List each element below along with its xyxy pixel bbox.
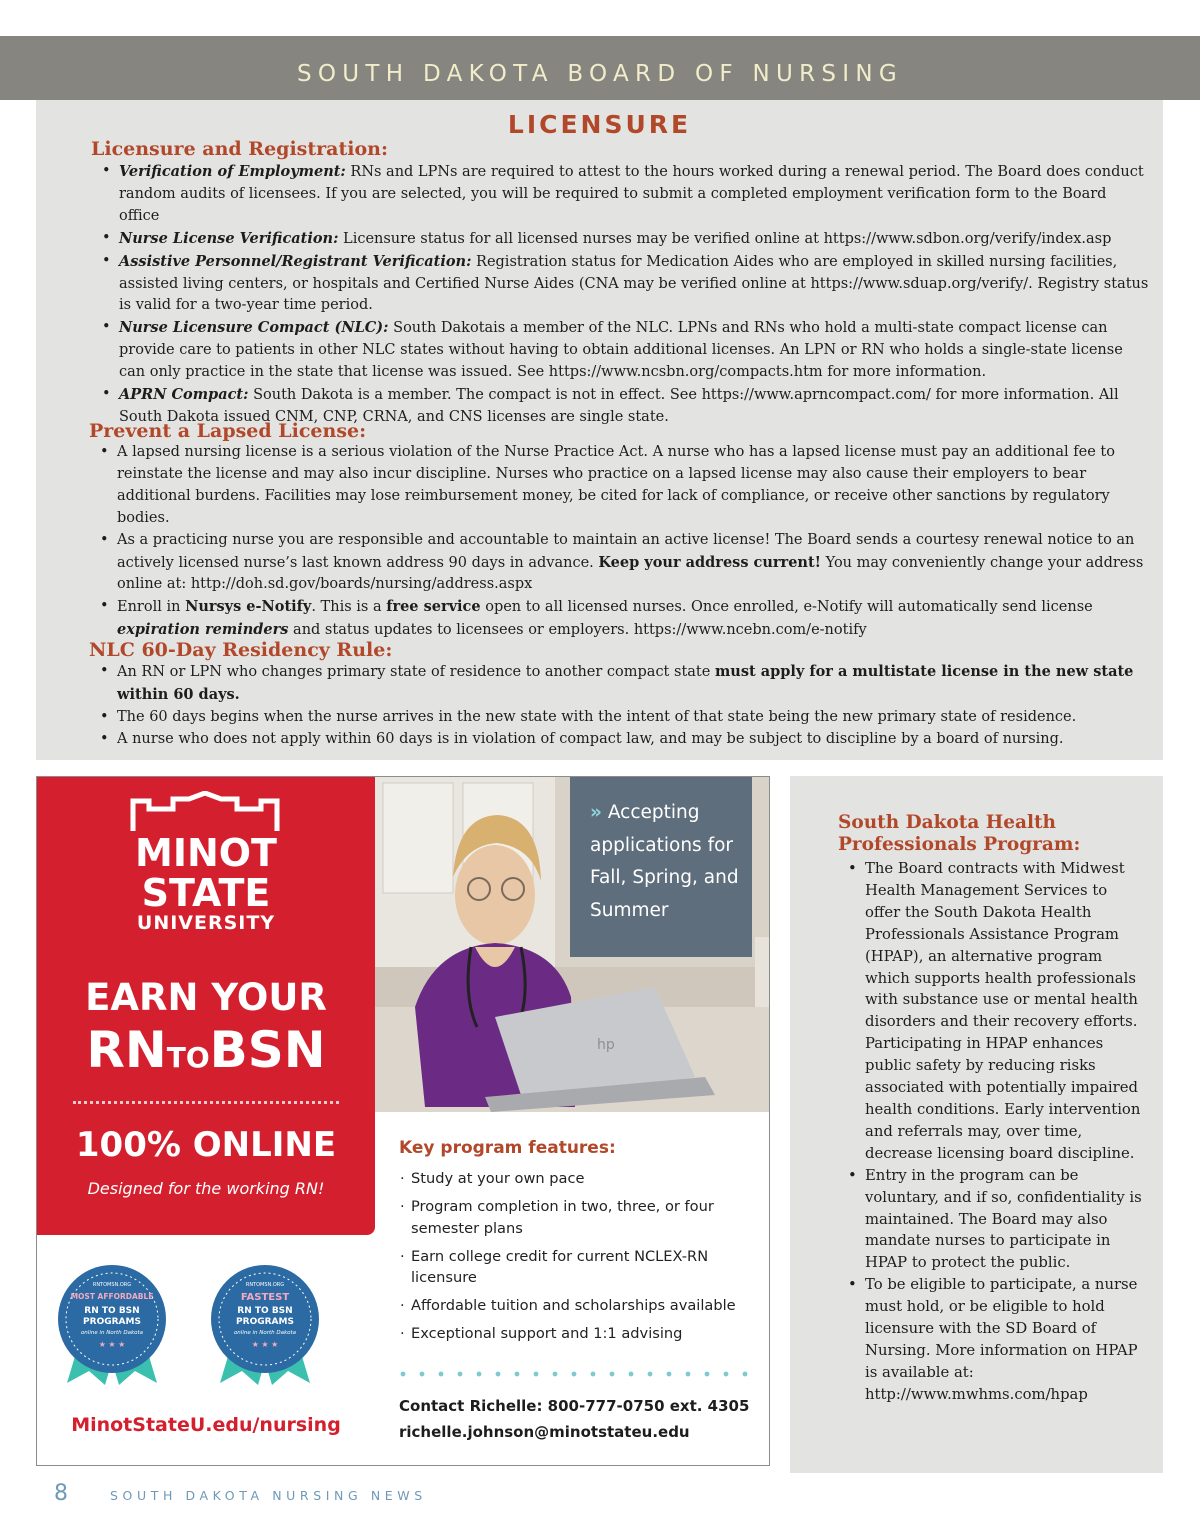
list-item: • Enroll in Nursys e-Notify. This is a free service open to all licensed nurses. Once enrolled, e-Notify will automatically send license expiration reminders and status updates to licensees or employers. https://www.ncebn.com/e-notify bbox=[117, 596, 1147, 642]
hpap-panel bbox=[790, 776, 1163, 1473]
residency-list bbox=[117, 661, 1147, 751]
star-icon: ★ ★ ★ bbox=[251, 1340, 279, 1349]
list-item: · Exceptional support and 1:1 advising bbox=[400, 1323, 762, 1345]
header-band bbox=[0, 36, 1200, 100]
lapsed-list bbox=[117, 442, 1147, 642]
svg-text:FASTEST: FASTEST bbox=[240, 1292, 290, 1303]
star-icon: ★ ★ ★ bbox=[98, 1340, 126, 1349]
list-item: • To be eligible to participate, a nurse must hold, or be eligible to hold licensure with the SD Board of Nursing. More information on HPAP is available at: http://www.mwhms.com/hpap bbox=[865, 1274, 1145, 1405]
svg-text:MOST AFFORDABLE: MOST AFFORDABLE bbox=[70, 1292, 154, 1301]
list-item: • An RN or LPN who changes primary state of residence to another compact state must apply for a multistate license in the new state within 60 days. bbox=[117, 661, 1147, 707]
logo-line-university: UNIVERSITY bbox=[136, 912, 276, 934]
nurse-photo bbox=[375, 777, 770, 1112]
list-item: • As a practicing nurse you are responsible and accountable to maintain an active license! The Board sends a courtesy renewal notice to an actively licensed nurse’s last known address 90 days in advance. Keep your address current! You may conveniently change your address online at: http://doh.sd.gov/boards/nursing/address.aspx bbox=[117, 530, 1147, 597]
university-building-icon bbox=[129, 791, 281, 835]
headline-rn-to-bsn: RNTOBSN bbox=[86, 1021, 326, 1079]
headline-earn-your: EARN YOUR bbox=[85, 976, 327, 1019]
header-band-title: SOUTH DAKOTA BOARD OF NURSING bbox=[296, 61, 904, 87]
publication-name: SOUTH DAKOTA NURSING NEWS bbox=[110, 1488, 427, 1503]
list-item: • APRN Compact: South Dakota is a member. The compact is not in effect. See https://www.aprncompact.com/ for more information. All South Dakota issued CNM, CNP, CRNA, and CNS licenses are single state. bbox=[119, 384, 1149, 429]
hpap-list bbox=[865, 858, 1145, 1406]
badge-most-affordable bbox=[57, 1265, 167, 1385]
logo-line-state: STATE bbox=[141, 871, 271, 915]
list-item: • A lapsed nursing license is a serious violation of the Nurse Practice Act. A nurse who has a lapsed license must pay an additional fee to reinstate the license and may also incur discipline. Nurses who practice on a lapsed license may also cause their employers to bear additional burdens. Facilities may lose reimbursement money, be cited for lack of compliance, or receive other sanctions by regulatory bodies. bbox=[117, 442, 1147, 530]
svg-text:RNTOMSN.ORG: RNTOMSN.ORG bbox=[92, 1282, 132, 1288]
list-item: • Assistive Personnel/Registrant Verification: Registration status for Medication Aides who are employed in skilled nursing facilities, assisted living centers, or hospitals and Certified Nurse Aides (CNA may be verified online at https://www.sduap.org/verify/. Registry status is valid for a two-year time period. bbox=[119, 251, 1149, 318]
list-item: • Verification of Employment: RNs and LPNs are required to attest to the hours worked during a renewal period. The Board does conduct random audits of licensees. If you are selected, you will be required to submit a completed employment verification form to the Board office bbox=[119, 161, 1149, 228]
online-label: 100% ONLINE bbox=[75, 1125, 337, 1165]
licensure-panel bbox=[36, 100, 1163, 760]
contact-phone[interactable]: Contact Richelle: 800-777-0750 ext. 4305 bbox=[399, 1397, 750, 1415]
list-item: · Program completion in two, three, or four semester plans bbox=[400, 1196, 762, 1239]
hpap-heading: South Dakota Health Professionals Program: bbox=[838, 812, 1081, 855]
features-list bbox=[400, 1168, 762, 1351]
website-link[interactable]: MinotStateU.edu/nursing bbox=[71, 1414, 341, 1436]
list-item: • Nurse Licensure Compact (NLC): South Dakotais a member of the NLC. LPNs and RNs who hold a multi-state compact license can provide care to patients in other NLC states without having to obtain additional licenses. An LPN or RN who holds a single-state license can only practice in the state that license was issued. See https://www.ncsbn.org/compacts.htm for more information. bbox=[119, 317, 1149, 384]
cta-arrows-icon: » bbox=[590, 802, 602, 823]
teal-dotted-divider bbox=[399, 1370, 749, 1378]
svg-text:PROGRAMS: PROGRAMS bbox=[83, 1317, 141, 1327]
contact-email[interactable]: richelle.johnson@minotstateu.edu bbox=[399, 1423, 690, 1441]
list-item: • A nurse who does not apply within 60 days is in violation of compact law, and may be subject to discipline by a board of nursing. bbox=[117, 729, 1147, 751]
registration-list bbox=[119, 161, 1149, 429]
ad-red-panel bbox=[37, 777, 375, 1235]
list-item: • The Board contracts with Midwest Health Management Services to offer the South Dakota Health Professionals Assistance Program (HPAP), an alternative program which supports health professionals with substance use or mental health disorders and their recovery efforts. Participating in HPAP enhances public safety by reducing risks associated with potentially impaired health conditions. Early intervention and referrals may, over time, decrease licensing board discipline. bbox=[865, 858, 1145, 1165]
badge-fastest bbox=[210, 1265, 320, 1385]
laptop-brand: hp bbox=[597, 1037, 615, 1053]
dotted-divider bbox=[73, 1101, 339, 1104]
list-item: • The 60 days begins when the nurse arrives in the new state with the intent of that state being the new primary state of residence. bbox=[117, 707, 1147, 729]
svg-text:RN TO BSN: RN TO BSN bbox=[237, 1306, 293, 1316]
section-heading-registration: Licensure and Registration: bbox=[91, 138, 388, 160]
svg-text:RN TO BSN: RN TO BSN bbox=[84, 1306, 140, 1316]
licensure-title: LICENSURE bbox=[507, 110, 692, 139]
svg-text:online in North Dakota: online in North Dakota bbox=[80, 1330, 144, 1336]
list-item: · Earn college credit for current NCLEX-RN licensure bbox=[400, 1246, 762, 1289]
svg-text:RNTOMSN.ORG: RNTOMSN.ORG bbox=[245, 1282, 285, 1288]
page-number: 8 bbox=[54, 1481, 68, 1506]
list-item: • Nurse License Verification: Licensure status for all licensed nurses may be verified online at https://www.sdbon.org/verify/index.asp bbox=[119, 228, 1149, 251]
svg-text:PROGRAMS: PROGRAMS bbox=[236, 1317, 294, 1327]
list-item: · Affordable tuition and scholarships available bbox=[400, 1295, 762, 1317]
cta-text: » Accepting applications for Fall, Spring, and Summer bbox=[590, 802, 739, 921]
list-item: · Study at your own pace bbox=[400, 1168, 762, 1190]
minot-state-ad[interactable] bbox=[36, 776, 770, 1466]
cta-box bbox=[570, 777, 752, 957]
list-item: • Entry in the program can be voluntary, and if so, confidentiality is maintained. The Board may also mandate nurses to participate in HPAP to protect the public. bbox=[865, 1165, 1145, 1275]
tagline: Designed for the working RN! bbox=[87, 1179, 325, 1198]
section-heading-lapsed: Prevent a Lapsed License: bbox=[89, 420, 367, 442]
logo-line-minot: MINOT bbox=[135, 831, 277, 875]
section-heading-residency: NLC 60-Day Residency Rule: bbox=[89, 639, 393, 661]
features-title: Key program features: bbox=[399, 1138, 616, 1158]
svg-text:online in North Dakota: online in North Dakota bbox=[233, 1330, 297, 1336]
